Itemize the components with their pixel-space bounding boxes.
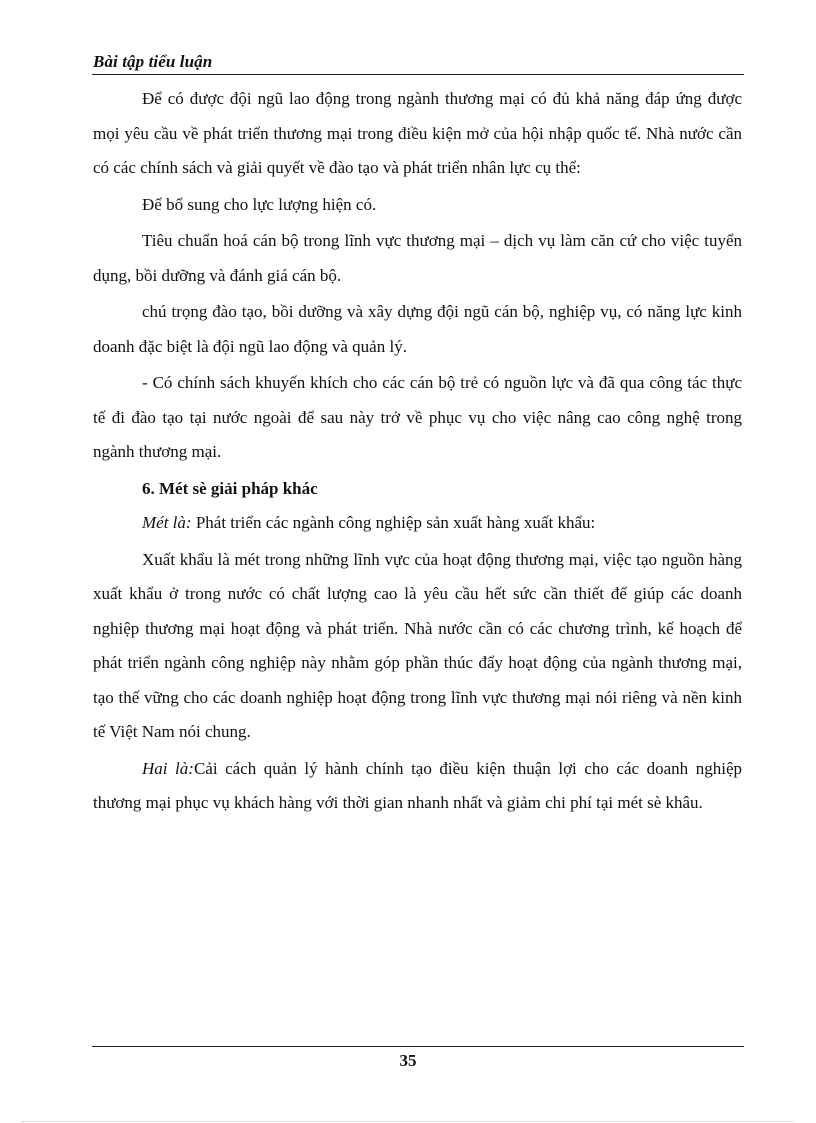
- paragraph: Để bổ sung cho lực lượng hiện có.: [142, 194, 377, 214]
- paragraph-text: Cải cách quản lý hành chính tạo điều kiện thuận lợi cho các doanh nghiệp thương mại phục vụ khách hàng với thời gian nhanh nhất và giảm chi phí tại mét sè khâu.: [93, 758, 742, 812]
- paragraph: - Có chính sách khuyến khích cho các cán bộ trẻ có nguồn lực và đã qua công tác thực tế đi đào tạo tại nước ngoài để sau này trở về phục vụ cho việc nâng cao công nghệ trong ngành thương mại.: [93, 373, 742, 461]
- paragraph: [93, 506, 742, 541]
- header-divider: [92, 74, 744, 75]
- page-number: 35: [399, 1051, 417, 1070]
- section-heading: 6. Mét sè giải pháp khác: [142, 478, 318, 498]
- paragraph: [93, 752, 742, 821]
- paragraph: chú trọng đào tạo, bồi dưỡng và xây dựng đội ngũ cán bộ, nghiệp vụ, có năng lực kinh doanh đặc biệt là đội ngũ lao động và quản lý.: [93, 302, 742, 356]
- paragraph-label: Hai là:: [142, 758, 194, 778]
- footer-divider: [92, 1046, 744, 1047]
- paragraph-text: Phát triển các ngành công nghiệp sản xuất hàng xuất khẩu:: [191, 513, 596, 532]
- document-body: [93, 82, 742, 821]
- paragraph-label: Mét là:: [142, 513, 192, 532]
- paragraph: Tiêu chuẩn hoá cán bộ trong lĩnh vực thương mại – dịch vụ làm căn cứ cho việc tuyển dụng, bồi dưỡng và đánh giá cán bộ.: [93, 231, 742, 285]
- page-edge-divider: [22, 1121, 794, 1122]
- page-header-title: Bài tập tiểu luận: [93, 52, 213, 71]
- paragraph: Để có được đội ngũ lao động trong ngành thương mại có đủ khả năng đáp ứng được mọi yêu cầu về phát triển thương mại trong điều kiện mở của hội nhập quốc tế. Nhà nước cần có các chính sách và giải quyết về đào tạo và phát triển nhân lực cụ thể:: [93, 89, 742, 177]
- paragraph: Xuất khẩu là mét trong những lĩnh vực của hoạt động thương mại, việc tạo nguồn hàng xuất khẩu ở trong nước có chất lượng cao là yêu cầu hết sức cần thiết để giúp các doanh nghiệp thương mại hoạt động và phát triển. Nhà nước cần có các chương trình, kế hoạch để phát triển ngành công nghiệp này nhằm góp phần thúc đẩy hoạt động của ngành thương mại, tạo thế vững cho các doanh nghiệp hoạt động trong lĩnh vực thương mại nói riêng và nền kinh tế Việt Nam nói chung.: [93, 549, 742, 741]
